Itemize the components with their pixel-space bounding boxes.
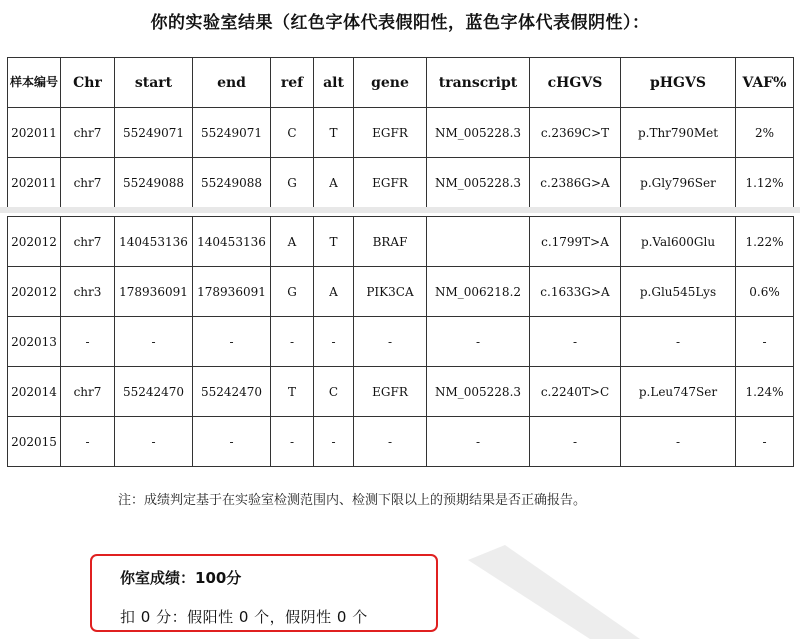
table-cell: - (115, 417, 193, 467)
table-cell: EGFR (354, 158, 427, 208)
score-detail: 扣 0 分：假阳性 0 个，假阴性 0 个 (120, 608, 368, 626)
table-cell: c.2369C>T (530, 108, 621, 158)
table-cell: 55249071 (193, 108, 271, 158)
table-row (8, 158, 794, 208)
table-cell: 55249071 (115, 108, 193, 158)
table-cell: BRAF (354, 217, 427, 267)
table-cell: 202013 (8, 317, 61, 367)
table-cell: 202015 (8, 417, 61, 467)
table-cell: 55242470 (193, 367, 271, 417)
score-box (90, 554, 438, 632)
table-cell: p.Thr790Met (621, 108, 736, 158)
column-header: VAF% (736, 58, 794, 108)
table-cell: EGFR (354, 108, 427, 158)
table-cell: 202011 (8, 158, 61, 208)
table-cell: 55242470 (115, 367, 193, 417)
table-cell: T (314, 217, 354, 267)
table-cell: 202011 (8, 108, 61, 158)
table-cell: 202012 (8, 217, 61, 267)
table-row (8, 317, 794, 367)
table-cell: - (271, 317, 314, 367)
column-header: alt (314, 58, 354, 108)
table-cell: C (271, 108, 314, 158)
table-cell: - (354, 417, 427, 467)
table-cell: c.2240T>C (530, 367, 621, 417)
table-cell: G (271, 158, 314, 208)
table-cell: chr3 (61, 267, 115, 317)
column-header: transcript (427, 58, 530, 108)
score-title: 你室成绩：100分 (120, 569, 242, 587)
table-cell: - (354, 317, 427, 367)
table-cell: 178936091 (115, 267, 193, 317)
table-cell: EGFR (354, 367, 427, 417)
table-cell: - (427, 317, 530, 367)
table-cell: - (621, 317, 736, 367)
table-row (8, 267, 794, 317)
column-header: cHGVS (530, 58, 621, 108)
table-cell: - (193, 417, 271, 467)
table-cell: 140453136 (115, 217, 193, 267)
table-cell: 2% (736, 108, 794, 158)
table-cell: p.Gly796Ser (621, 158, 736, 208)
column-header: Chr (61, 58, 115, 108)
table-cell: - (736, 317, 794, 367)
table-cell: - (115, 317, 193, 367)
table-cell: NM_005228.3 (427, 367, 530, 417)
results-table-bottom (7, 216, 794, 467)
table-cell (427, 217, 530, 267)
table-cell: A (314, 267, 354, 317)
table-cell: - (193, 317, 271, 367)
table-cell: 1.24% (736, 367, 794, 417)
table-cell: A (314, 158, 354, 208)
table-cell: PIK3CA (354, 267, 427, 317)
table-cell: chr7 (61, 367, 115, 417)
table-cell: - (314, 417, 354, 467)
table-cell: p.Glu545Lys (621, 267, 736, 317)
table-cell: c.2386G>A (530, 158, 621, 208)
table-cell: 202012 (8, 267, 61, 317)
table-cell: 55249088 (193, 158, 271, 208)
note-text: 注：成绩判定基于在实验室检测范围内、检测下限以上的预期结果是否正确报告。 (118, 493, 587, 508)
page-title: 你的实验室结果（红色字体代表假阳性，蓝色字体代表假阴性）： (150, 13, 650, 33)
table-row (8, 217, 794, 267)
table-cell: chr7 (61, 158, 115, 208)
results-table-top (7, 57, 794, 208)
table-cell: 0.6% (736, 267, 794, 317)
table-cell: 202014 (8, 367, 61, 417)
table-cell: - (530, 317, 621, 367)
column-header: start (115, 58, 193, 108)
table-cell: - (61, 317, 115, 367)
table-cell: - (61, 417, 115, 467)
table-cell: NM_006218.2 (427, 267, 530, 317)
table-cell: 1.12% (736, 158, 794, 208)
column-header: ref (271, 58, 314, 108)
table-cell: - (427, 417, 530, 467)
table-cell: G (271, 267, 314, 317)
table-cell: - (736, 417, 794, 467)
table-cell: T (271, 367, 314, 417)
table-cell: 140453136 (193, 217, 271, 267)
column-header: gene (354, 58, 427, 108)
table-cell: 1.22% (736, 217, 794, 267)
table-cell: 178936091 (193, 267, 271, 317)
table-row (8, 417, 794, 467)
table-cell: chr7 (61, 108, 115, 158)
table-cell: NM_005228.3 (427, 108, 530, 158)
table-cell: 55249088 (115, 158, 193, 208)
table-cell: - (530, 417, 621, 467)
table-row (8, 108, 794, 158)
table-cell: p.Leu747Ser (621, 367, 736, 417)
table-cell: T (314, 108, 354, 158)
table-cell: chr7 (61, 217, 115, 267)
column-header: end (193, 58, 271, 108)
table-cell: A (271, 217, 314, 267)
table-row (8, 367, 794, 417)
table-cell: - (271, 417, 314, 467)
table-cell: - (314, 317, 354, 367)
table-cell: c.1633G>A (530, 267, 621, 317)
table-cell: c.1799T>A (530, 217, 621, 267)
table-cell: p.Val600Glu (621, 217, 736, 267)
table-cell: C (314, 367, 354, 417)
column-header: pHGVS (621, 58, 736, 108)
table-cell: NM_005228.3 (427, 158, 530, 208)
table-break (0, 207, 800, 213)
column-header: 样本编号 (8, 58, 61, 108)
table-cell: - (621, 417, 736, 467)
